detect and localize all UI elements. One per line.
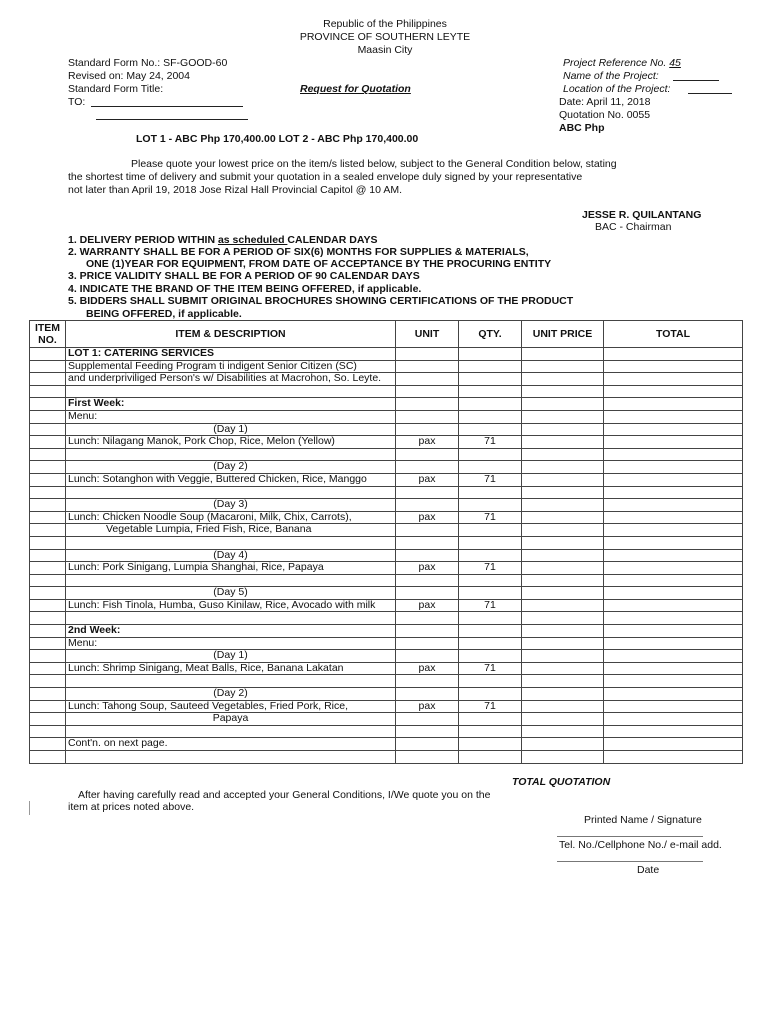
total-cell [604,625,743,638]
qty-cell: 71 [459,436,522,449]
accept-line-2: item at prices noted above. [68,801,195,813]
unit-cell [396,587,459,600]
qty-cell [459,524,522,537]
qty-cell [459,448,522,461]
unit-cell [396,461,459,474]
total-cell [604,436,743,449]
intro-line-2: the shortest time of delivery and submit your quotation in a sealed envelope duly signed by your representative [68,171,583,183]
table-row [30,385,743,398]
total-cell [604,524,743,537]
standard-form-title: Standard Form Title: [68,83,164,95]
unit-price-cell [522,587,604,600]
qty-cell [459,486,522,499]
qty-cell: 71 [459,599,522,612]
signatory-name: JESSE R. QUILANTANG [582,209,702,221]
unit-price-cell [522,738,604,751]
qty-cell [459,549,522,562]
unit-cell [396,650,459,663]
unit-price-cell [522,599,604,612]
project-ref-value: 45 [669,57,681,69]
qty-cell: 71 [459,473,522,486]
unit-cell [396,574,459,587]
table-row [30,725,743,738]
qty-cell [459,587,522,600]
description-cell [66,725,396,738]
unit-price-cell [522,524,604,537]
description-cell [66,486,396,499]
project-location-label: Location of the Project: [563,83,671,95]
unit-price-cell [522,713,604,726]
unit-price-cell [522,511,604,524]
condition-2b: ONE (1)YEAR FOR EQUIPMENT, FROM DATE OF ACCEPTANCE BY THE PROCURING ENTITY [86,258,552,270]
table-row [30,700,743,713]
description-cell: Lunch: Nilagang Manok, Pork Chop, Rice, Melon (Yellow) [66,436,396,449]
unit-cell [396,549,459,562]
item-no-cell [30,348,66,361]
table-row [30,423,743,436]
unit-cell [396,348,459,361]
total-cell [604,549,743,562]
total-cell [604,461,743,474]
qty-cell [459,574,522,587]
to-label: TO: [68,96,86,108]
total-cell [604,713,743,726]
lots-line: LOT 1 - ABC Php 170,400.00 LOT 2 - ABC Php 170,400.00 [136,133,419,145]
unit-cell: pax [396,511,459,524]
signatory-title: BAC - Chairman [595,221,672,233]
table-row [30,536,743,549]
item-no-cell [30,562,66,575]
unit-cell [396,423,459,436]
table-row [30,662,743,675]
unit-price-cell [522,448,604,461]
unit-cell [396,486,459,499]
total-cell [604,738,743,751]
unit-cell [396,637,459,650]
condition-1-post: CALENDAR DAYS [287,234,378,246]
total-cell [604,574,743,587]
abc-php: ABC Php [559,122,605,134]
table-header-row [30,321,743,348]
table-row [30,650,743,663]
unit-cell [396,385,459,398]
total-cell [604,486,743,499]
header-unit: UNIT [396,321,459,348]
condition-5a: 5. BIDDERS SHALL SUBMIT ORIGINAL BROCHURES SHOWING CERTIFICATIONS OF THE PRODUCT [68,295,574,307]
item-no-cell [30,662,66,675]
total-cell [604,360,743,373]
header-qty: QTY. [459,321,522,348]
description-cell: Supplemental Feeding Program ti indigent Senior Citizen (SC) [66,360,396,373]
qty-cell [459,499,522,512]
total-cell [604,536,743,549]
table-row [30,738,743,751]
unit-price-cell [522,373,604,386]
item-no-cell [30,373,66,386]
standard-form-no: Standard Form No.: SF-GOOD-60 [68,57,228,69]
total-cell [604,373,743,386]
qty-cell: 71 [459,511,522,524]
signature-line [557,836,703,837]
unit-cell [396,688,459,701]
unit-cell [396,524,459,537]
unit-price-cell [522,725,604,738]
qty-cell [459,461,522,474]
description-cell: (Day 5) [66,587,396,600]
unit-cell [396,612,459,625]
description-cell: Lunch: Chicken Noodle Soup (Macaroni, Milk, Chix, Carrots), [66,511,396,524]
description-cell [66,385,396,398]
description-cell: Lunch: Sotanghon with Veggie, Buttered Chicken, Rice, Manggo [66,473,396,486]
total-cell [604,473,743,486]
item-no-cell [30,436,66,449]
unit-price-cell [522,688,604,701]
project-name-label: Name of the Project: [563,70,659,82]
table-row [30,486,743,499]
unit-price-cell [522,675,604,688]
description-cell [66,612,396,625]
unit-cell: pax [396,700,459,713]
qty-cell [459,410,522,423]
description-cell: (Day 3) [66,499,396,512]
to-line-1 [91,106,243,107]
item-no-cell [30,448,66,461]
table-row [30,688,743,701]
item-no-cell [30,738,66,751]
total-cell [604,725,743,738]
qty-cell [459,360,522,373]
qty-cell [459,725,522,738]
unit-cell: pax [396,436,459,449]
total-cell [604,700,743,713]
header-unit-price: UNIT PRICE [522,321,604,348]
unit-cell [396,675,459,688]
quotation-no: Quotation No. 0055 [559,109,651,121]
unit-cell [396,373,459,386]
description-cell [66,448,396,461]
qty-cell [459,625,522,638]
qty-cell [459,751,522,764]
unit-price-cell [522,549,604,562]
table-row [30,461,743,474]
item-no-cell [30,499,66,512]
unit-price-cell [522,473,604,486]
unit-cell [396,738,459,751]
description-cell [66,574,396,587]
description-cell: (Day 4) [66,549,396,562]
unit-price-cell [522,637,604,650]
total-cell [604,587,743,600]
project-name-line [673,80,719,81]
qty-cell [459,536,522,549]
item-no-cell [30,688,66,701]
total-cell [604,688,743,701]
table-row [30,713,743,726]
tel-label: Tel. No./Cellphone No./ e-mail add. [559,839,722,851]
qty-cell [459,713,522,726]
unit-price-cell [522,612,604,625]
item-no-cell [30,524,66,537]
table-row [30,751,743,764]
total-cell [604,385,743,398]
unit-price-cell [522,499,604,512]
unit-price-cell [522,423,604,436]
unit-price-cell [522,574,604,587]
qty-cell: 71 [459,662,522,675]
unit-price-cell [522,536,604,549]
table-row [30,473,743,486]
table-row [30,562,743,575]
item-no-cell [30,650,66,663]
item-no-cell [30,587,66,600]
intro-line-3: not later than April 19, 2018 Jose Rizal Hall Provincial Capitol @ 10 AM. [68,184,402,196]
table-row [30,587,743,600]
total-cell [604,348,743,361]
description-cell: (Day 1) [66,423,396,436]
item-no-cell [30,461,66,474]
unit-cell: pax [396,599,459,612]
item-no-cell [30,398,66,411]
item-no-cell [30,511,66,524]
description-cell: Lunch: Pork Sinigang, Lumpia Shanghai, Rice, Papaya [66,562,396,575]
qty-cell [459,423,522,436]
unit-price-cell [522,410,604,423]
item-no-cell [30,675,66,688]
description-cell: 2nd Week: [66,625,396,638]
qty-cell [459,688,522,701]
item-no-cell [30,410,66,423]
qty-cell [459,738,522,751]
description-cell: Menu: [66,637,396,650]
project-ref-label: Project Reference No. [563,57,670,69]
description-cell: and underpriviliged Person's w/ Disabilities at Macrohon, So. Leyte. [66,373,396,386]
margin-mark [29,801,30,815]
condition-4: 4. INDICATE THE BRAND OF THE ITEM BEING OFFERED, if applicable. [68,283,422,295]
item-no-cell [30,486,66,499]
unit-price-cell [522,360,604,373]
item-no-cell [30,599,66,612]
table-row [30,549,743,562]
table-row [30,511,743,524]
unit-cell [396,713,459,726]
revised-on: Revised on: May 24, 2004 [68,70,190,82]
total-cell [604,511,743,524]
qty-cell: 71 [459,700,522,713]
description-cell: Menu: [66,410,396,423]
unit-price-cell [522,625,604,638]
description-cell: Vegetable Lumpia, Fried Fish, Rice, Banana [66,524,396,537]
qty-cell [459,348,522,361]
unit-cell: pax [396,562,459,575]
unit-cell: pax [396,662,459,675]
unit-cell [396,499,459,512]
description-cell [66,751,396,764]
unit-cell [396,410,459,423]
total-cell [604,675,743,688]
condition-2a: 2. WARRANTY SHALL BE FOR A PERIOD OF SIX(6) MONTHS FOR SUPPLIES & MATERIALS, [68,246,529,258]
qty-cell [459,385,522,398]
item-no-cell [30,751,66,764]
description-cell: Lunch: Fish Tinola, Humba, Guso Kinilaw, Rice, Avocado with milk [66,599,396,612]
unit-cell [396,625,459,638]
unit-cell [396,360,459,373]
table-row [30,499,743,512]
total-cell [604,637,743,650]
total-cell [604,398,743,411]
printed-name-label: Printed Name / Signature [584,814,702,826]
unit-price-cell [522,436,604,449]
total-cell [604,751,743,764]
item-no-cell [30,713,66,726]
unit-price-cell [522,700,604,713]
table-row [30,675,743,688]
item-no-cell [30,612,66,625]
unit-cell [396,448,459,461]
total-cell [604,410,743,423]
condition-5b: BEING OFFERED, if applicable. [86,308,242,320]
description-cell: First Week: [66,398,396,411]
table-row [30,436,743,449]
total-cell [604,499,743,512]
unit-price-cell [522,751,604,764]
qty-cell [459,650,522,663]
item-no-cell [30,574,66,587]
table-row [30,398,743,411]
item-no-cell [30,385,66,398]
total-cell [604,612,743,625]
description-cell: LOT 1: CATERING SERVICES [66,348,396,361]
unit-price-cell [522,348,604,361]
condition-3: 3. PRICE VALIDITY SHALL BE FOR A PERIOD OF 90 CALENDAR DAYS [68,270,420,282]
header-total: TOTAL [604,321,743,348]
item-no-cell [30,536,66,549]
intro-line-1: Please quote your lowest price on the item/s listed below, subject to the General Condition below, stating [131,158,617,170]
date-label: Date [637,864,660,876]
table-row [30,410,743,423]
description-cell: Lunch: Shrimp Sinigang, Meat Balls, Rice, Banana Lakatan [66,662,396,675]
header-item-no: ITEM NO. [30,321,66,348]
item-no-cell [30,637,66,650]
unit-price-cell [522,486,604,499]
description-cell: (Day 2) [66,688,396,701]
description-cell: Cont'n. on next page. [66,738,396,751]
quotation-table [29,320,743,764]
qty-cell [459,675,522,688]
description-cell: Papaya [66,713,396,726]
condition-1-pre: 1. DELIVERY PERIOD WITHIN [68,234,218,246]
unit-price-cell [522,562,604,575]
project-date: Date: April 11, 2018 [559,96,651,108]
item-no-cell [30,725,66,738]
unit-price-cell [522,650,604,663]
table-row [30,524,743,537]
table-row [30,625,743,638]
item-no-cell [30,473,66,486]
unit-price-cell [522,461,604,474]
item-no-cell [30,549,66,562]
header-city: Maasin City [357,44,413,56]
total-cell [604,562,743,575]
form-title: Request for Quotation [300,83,411,95]
qty-cell [459,398,522,411]
description-cell: Lunch: Tahong Soup, Sauteed Vegetables, Fried Pork, Rice, [66,700,396,713]
contact-line [557,861,703,862]
condition-1-underlined: as scheduled [217,234,288,246]
qty-cell [459,373,522,386]
total-cell [604,599,743,612]
table-row [30,599,743,612]
table-row [30,348,743,361]
unit-price-cell [522,385,604,398]
unit-price-cell [522,398,604,411]
qty-cell: 71 [459,562,522,575]
unit-cell [396,751,459,764]
accept-line-1: After having carefully read and accepted your General Conditions, I/We quote you on the [78,789,491,801]
to-line-2 [96,119,248,120]
description-cell [66,536,396,549]
project-location-line [688,93,732,94]
table-row [30,360,743,373]
header-item-description: ITEM & DESCRIPTION [66,321,396,348]
description-cell: (Day 1) [66,650,396,663]
header-province: PROVINCE OF SOUTHERN LEYTE [299,31,471,43]
table-body [30,348,743,764]
table-row [30,373,743,386]
header-republic: Republic of the Philippines [323,18,447,30]
total-cell [604,448,743,461]
condition-1 [68,234,377,246]
description-cell: (Day 2) [66,461,396,474]
item-no-cell [30,625,66,638]
unit-price-cell [522,662,604,675]
qty-cell [459,612,522,625]
item-no-cell [30,423,66,436]
table-row [30,612,743,625]
item-no-cell [30,700,66,713]
total-cell [604,662,743,675]
table-row [30,448,743,461]
description-cell [66,675,396,688]
unit-cell: pax [396,473,459,486]
project-reference [563,57,681,69]
item-no-cell [30,360,66,373]
total-cell [604,423,743,436]
unit-cell [396,536,459,549]
table-row [30,637,743,650]
unit-cell [396,398,459,411]
table-row [30,574,743,587]
total-cell [604,650,743,663]
qty-cell [459,637,522,650]
total-quotation: TOTAL QUOTATION [512,776,611,788]
unit-cell [396,725,459,738]
